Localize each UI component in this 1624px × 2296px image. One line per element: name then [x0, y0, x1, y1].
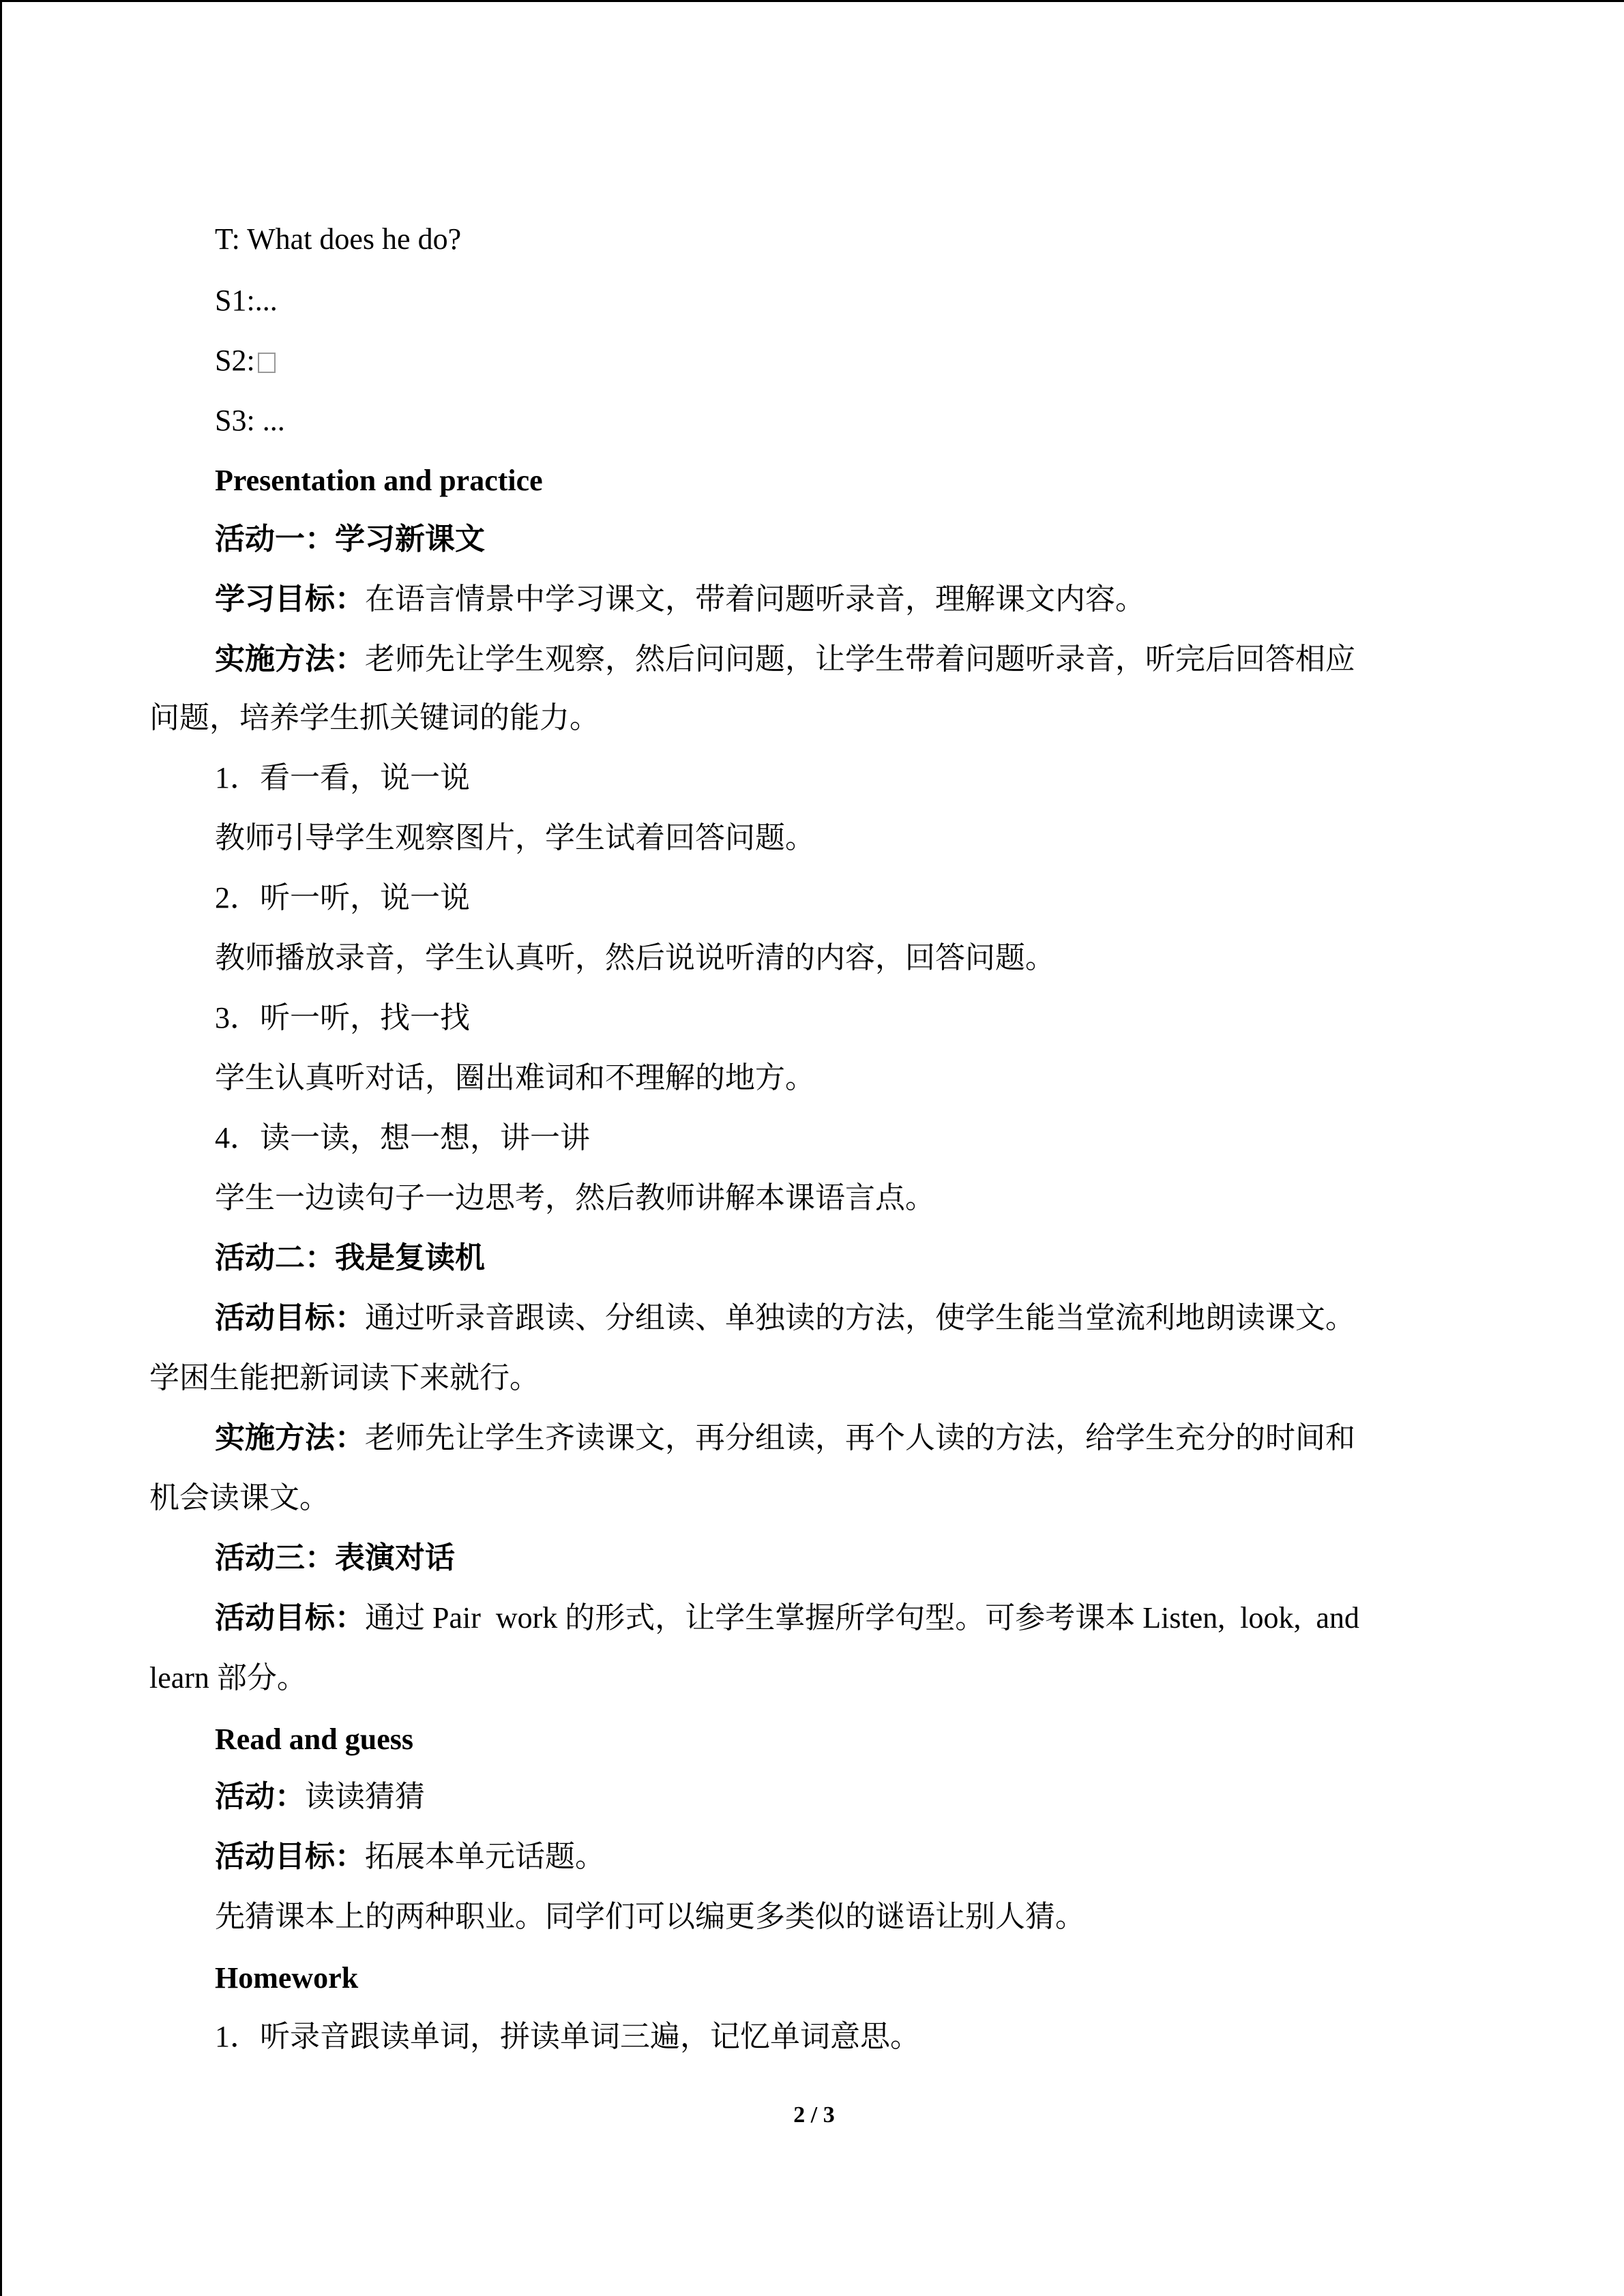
dialogue-student1-line: S1:... — [215, 284, 278, 317]
dialogue-student3-line: S3: ... — [215, 404, 285, 437]
activity1-title: 活动一：学习新课文 — [215, 522, 485, 556]
read-guess-description: 先猜课本上的两种职业。同学们可以编更多类似的谜语让别人猜。 — [215, 1900, 1085, 1933]
activity3-title: 活动三：表演对话 — [215, 1541, 455, 1575]
dialogue-student2-line: S2: — [215, 342, 276, 380]
activity2-method: 实施方法：老师先让学生齐读课文，再分组读，再个人读的方法，给学生充分的时间和 — [215, 1421, 1355, 1455]
read-guess-activity: 活动：读读猜猜 — [215, 1780, 425, 1813]
step2-heading: 2．听一听，说一说 — [215, 881, 470, 914]
page-number: 2 / 3 — [793, 2102, 835, 2128]
activity3-goal: 活动目标：通过 Pair work 的形式，让学生掌握所学句型。可参考课本 Listen, look, and — [215, 1601, 1360, 1635]
activity2-method-continued: 机会读课文。 — [149, 1481, 329, 1515]
step1-description: 教师引导学生观察图片，学生试着回答问题。 — [215, 821, 815, 854]
missing-glyph-box-icon — [258, 353, 276, 373]
step2-description: 教师播放录音，学生认真听，然后说说听清的内容，回答问题。 — [215, 941, 1055, 974]
activity2-goal: 活动目标：通过听录音跟读、分组读、单独读的方法，使学生能当堂流利地朗读课文。 — [215, 1301, 1355, 1335]
step4-heading: 4．读一读，想一想，讲一讲 — [215, 1121, 590, 1154]
activity1-method: 实施方法：老师先让学生观察，然后问问题，让学生带着问题听录音，听完后回答相应 — [215, 642, 1355, 676]
step3-description: 学生认真听对话，圈出难词和不理解的地方。 — [215, 1061, 815, 1094]
homework-item-1: 1．听录音跟读单词，拼读单词三遍，记忆单词意思。 — [215, 2020, 920, 2053]
step3-heading: 3．听一听，找一找 — [215, 1001, 470, 1034]
section-heading-homework: Homework — [215, 1961, 359, 1995]
activity2-goal-continued: 学困生能把新词读下来就行。 — [149, 1361, 540, 1395]
dialogue-teacher-line: T: What does he do? — [215, 222, 462, 256]
read-guess-goal: 活动目标：拓展本单元话题。 — [215, 1840, 605, 1873]
activity1-method-continued: 问题，培养学生抓关键词的能力。 — [149, 701, 600, 734]
section-heading-presentation: Presentation and practice — [215, 464, 543, 497]
activity3-goal-continued: learn 部分。 — [149, 1661, 307, 1695]
section-heading-read-and-guess: Read and guess — [215, 1723, 413, 1756]
step4-description: 学生一边读句子一边思考，然后教师讲解本课语言点。 — [215, 1181, 935, 1214]
activity2-title: 活动二：我是复读机 — [215, 1241, 485, 1274]
step1-heading: 1．看一看，说一说 — [215, 761, 470, 794]
activity1-goal: 学习目标：在语言情景中学习课文，带着问题听录音，理解课文内容。 — [215, 582, 1145, 616]
